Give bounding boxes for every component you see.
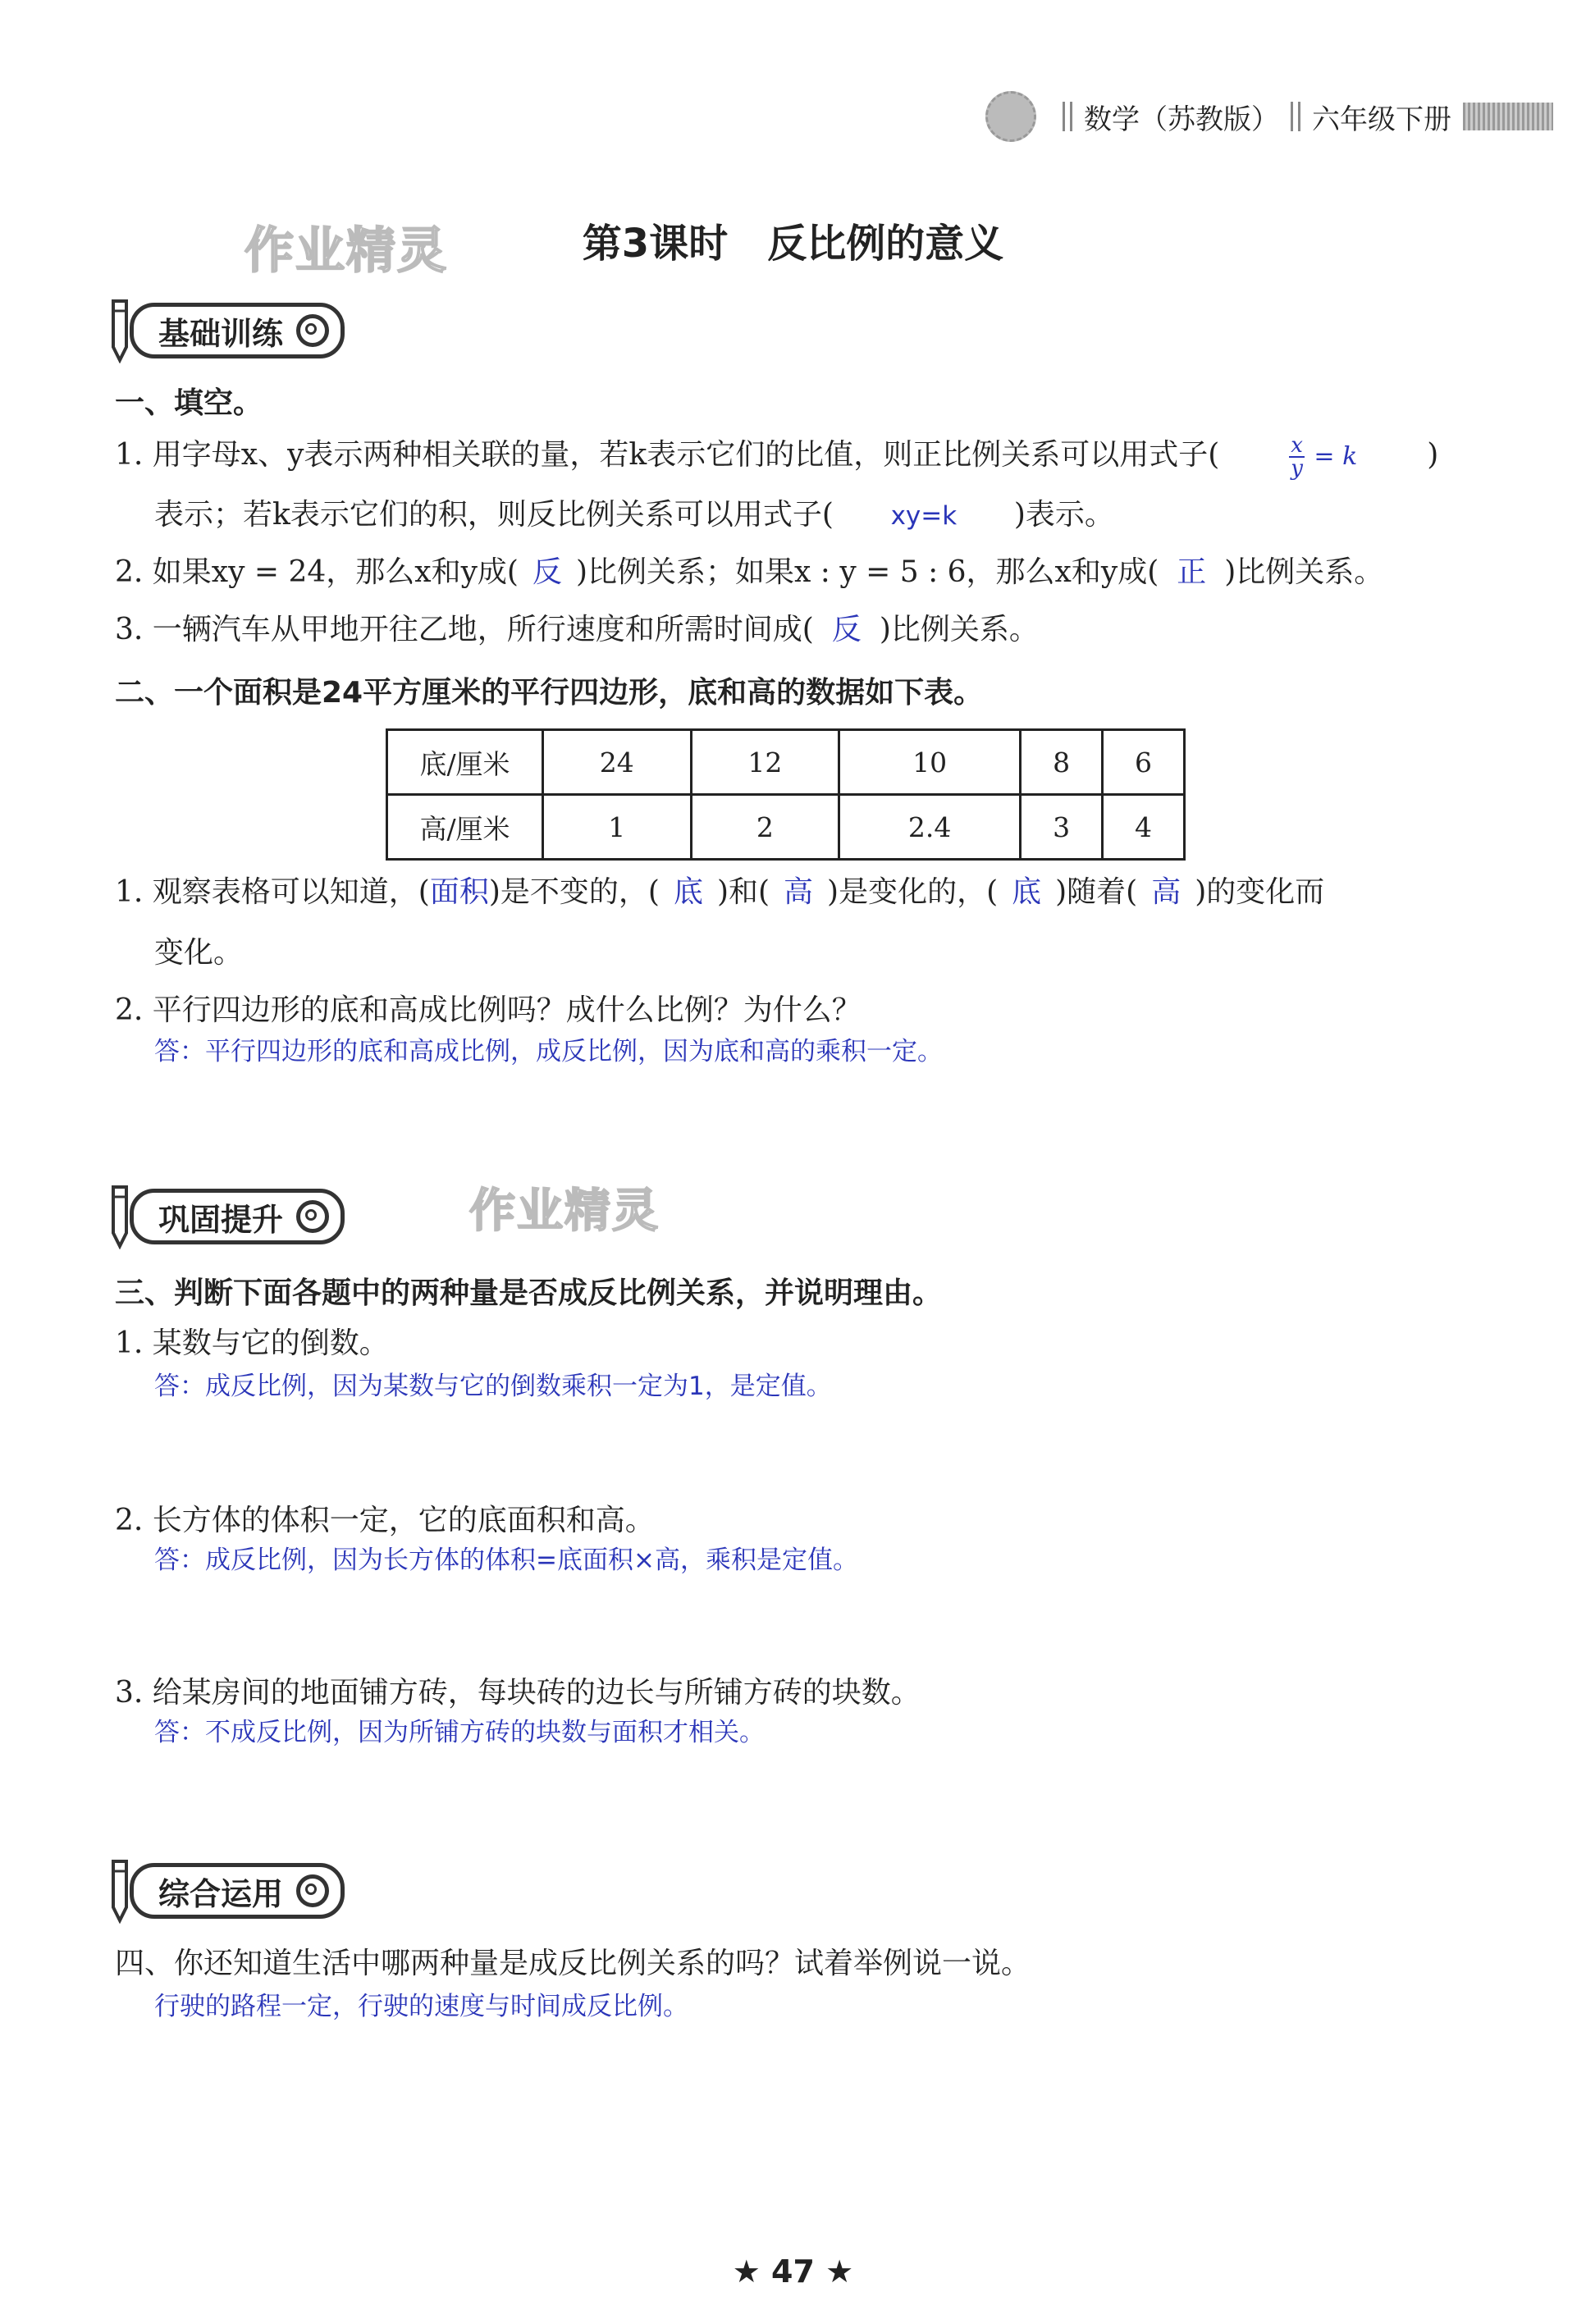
part3-q2: 2. 长方体的体积一定，它的底面积和高。 [115,1504,655,1537]
fraction-numerator: x [1289,435,1305,458]
part1-q1-line1 [115,435,1477,479]
table-cell: 底/厘米 [387,730,543,795]
answer-text: 反 [831,613,862,646]
table-cell: 8 [1021,730,1103,795]
table-cell: 12 [691,730,839,795]
section-title: 综合运用 [158,1875,284,1912]
watermark: 作业精灵 [469,1185,660,1238]
table-cell: 4 [1103,795,1185,860]
divider [1291,102,1300,131]
question-text: )表示。 [1013,498,1114,532]
page-title: 第3课时 反比例的意义 [582,221,1004,267]
ring-icon [296,1874,329,1907]
ring-icon [296,314,329,347]
part1-q1-line2 [154,495,1114,536]
question-text: 3. 一辆汽车从甲地开往乙地，所行速度和所需时间成( [115,613,814,646]
table-cell: 6 [1103,730,1185,795]
header-grade: 六年级下册 [1312,103,1451,136]
ring-icon [296,1200,329,1233]
section-badge-apply [105,1862,345,1920]
pencil-icon [105,1184,135,1249]
question-text: )比例关系；如果x : y = 5 : 6，那么x和y成( [575,555,1159,589]
answer-text: 面积 [429,875,489,909]
part3-q2-answer: 答：成反比例，因为长方体的体积=底面积×高，乘积是定值。 [154,1546,858,1575]
section-title: 基础训练 [158,315,284,352]
pencil-icon [105,1858,135,1924]
part2-q2-answer: 答：平行四边形的底和高成比例，成反比例，因为底和高的乘积一定。 [154,1037,943,1066]
part2-q1-line1 [115,873,1510,912]
answer-text: 高 [1151,875,1182,909]
table-row [387,730,1185,795]
pencil-icon [105,298,135,363]
answer-text: 高 [784,875,814,909]
table-cell: 24 [543,730,692,795]
part4-answer: 行驶的路程一定，行驶的速度与时间成反比例。 [154,1992,688,2021]
part4-heading: 四、你还知道生活中哪两种量是成反比例关系的吗？试着举例说一说。 [115,1947,1031,1980]
table-cell: 2 [691,795,839,860]
part2-q2: 2. 平行四边形的底和高成比例吗？成什么比例？为什么？ [115,993,862,1027]
question-text: 1. 用字母x、y表示两种相关联的量，若k表示它们的比值，则正比例关系可以用式子( [115,438,1220,472]
question-text: )随着( [1055,875,1138,909]
table-cell: 1 [543,795,692,860]
section-badge-label [130,303,345,358]
watermark: 作业精灵 [245,222,448,280]
part3-q3-answer: 答：不成反比例，因为所铺方砖的块数与面积才相关。 [154,1718,765,1747]
answer-fraction [1229,435,1418,479]
question-text: 2. 如果xy = 24，那么x和y成( [115,555,519,589]
fraction-denominator: y [1291,456,1303,481]
question-text: )和( [716,875,770,909]
divider [1063,102,1072,131]
page-header [985,97,1553,136]
fraction-tail: = k [1314,442,1358,471]
header-decoration [1463,103,1553,130]
answer-text: 底 [673,875,703,909]
part2-q1-line2: 变化。 [154,936,244,970]
part3-q1: 1. 某数与它的倒数。 [115,1326,389,1360]
data-table [386,728,1186,861]
question-text: )比例关系。 [879,613,1039,646]
table-cell: 3 [1021,795,1103,860]
part1-q3 [115,610,1039,650]
sun-icon [985,91,1036,142]
part2-heading: 二、一个面积是24平方厘米的平行四边形，底和高的数据如下表。 [115,676,984,710]
table-cell: 高/厘米 [387,795,543,860]
answer-text: 正 [1177,555,1207,589]
section-badge-basic [105,302,345,359]
part1-heading: 一、填空。 [115,386,263,420]
table-cell: 2.4 [839,795,1021,860]
part3-q1-answer: 答：成反比例，因为某数与它的倒数乘积一定为1，是定值。 [154,1372,832,1401]
part1-q2 [115,553,1383,592]
answer-text: 底 [1012,875,1042,909]
answer-text: xy=k [890,501,958,531]
question-text: ) [1427,438,1439,472]
table-cell: 10 [839,730,1021,795]
part3-heading: 三、判断下面各题中的两种量是否成反比例关系，并说明理由。 [115,1276,943,1310]
question-text: 1. 观察表格可以知道，( [115,875,430,909]
answer-text: 反 [532,555,562,589]
question-text: )是不变的，( [488,875,660,909]
page-number: ★ 47 ★ [732,2253,854,2290]
question-text: )的变化而 [1195,875,1325,909]
question-text: )是变化的，( [827,875,999,909]
section-badge-consolidate [105,1188,345,1245]
header-subject: 数学（苏教版） [1084,103,1279,136]
section-title: 巩固提升 [158,1201,284,1238]
table-row [387,795,1185,860]
section-badge-label [130,1189,345,1244]
section-badge-label [130,1863,345,1919]
question-text: 表示；若k表示它们的积，则反比例关系可以用式子( [154,498,834,532]
question-text: )比例关系。 [1224,555,1384,589]
part3-q3: 3. 给某房间的地面铺方砖，每块砖的边长与所铺方砖的块数。 [115,1676,921,1710]
